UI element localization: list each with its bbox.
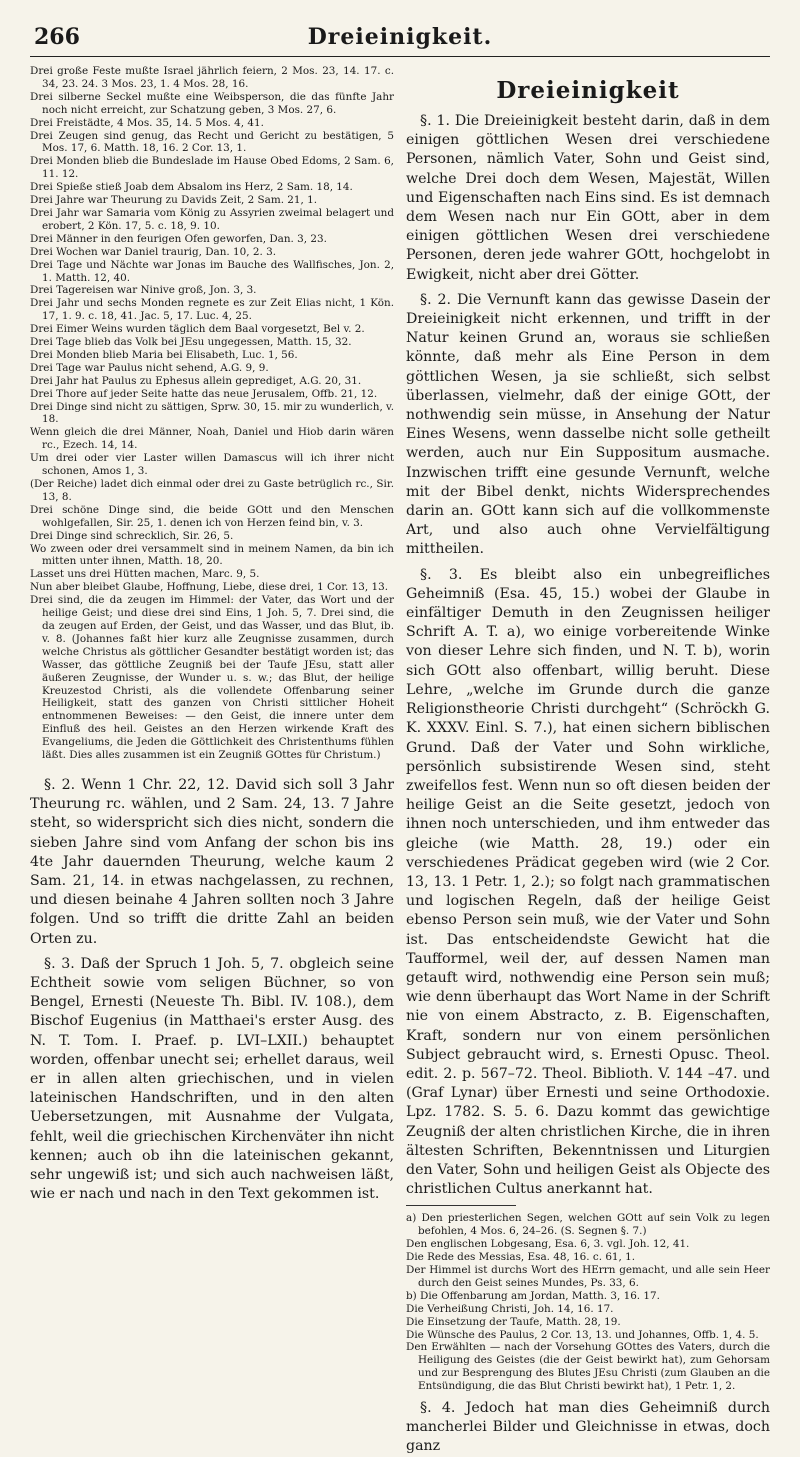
footnote: Die Rede des Messias, Esa. 48, 16. c. 61, 1. xyxy=(406,1251,636,1264)
list-item: Lasset uns drei Hütten machen, Marc. 9, 5. xyxy=(30,568,260,581)
list-item: Drei Jahr und sechs Monden regnete es zur Zeit Elias nicht, 1 Kön. 17, 1. 9. c. 18, 41. Jac. 5, 17. Luc. 4, 25. xyxy=(30,297,394,323)
footnote: Der Himmel ist durchs Wort des HErrn gemacht, und alle sein Heer durch den Geist seines Mundes, Ps. 33, 6. xyxy=(406,1264,770,1289)
list-item: Drei sind, die da zeugen im Himmel: der Vater, das Wort und der heilige Geist; und diese drei sind Eins, 1 Joh. 5, 7. Drei sind, die da zeugen auf Erden, der Geist, und das Wasser, und das Blut, ib. v. 8. (Johannes faßt hier kurz alle Zeugnisse zusammen, durch welche Christus als göttlicher Gesandter bestätigt worden ist; das Wasser, das göttliche Zeugniß bei der Taufe JEsu, statt aller äußeren Zeugnisse, der Wunder u. s. w.; das Blut, der heilige Kreuzestod Christi, als die vollendete Offenbarung seiner Heiligkeit, statt des ganzen von Christi sittlicher Hoheit entnommenen Beweises: — den Geist, die innere unter dem Einfluß des heil. Geistes an den Herzen wirkende Kraft des Evangeliums, die Jeden die Göttlichkeit des Christenthums fühlen läßt. Dies alles zusammen ist ein Zeugniß GOttes für Christum.) xyxy=(30,594,394,762)
list-item: Drei Eimer Weins wurden täglich dem Baal vorgesetzt, Bel v. 2. xyxy=(30,323,365,336)
left-column xyxy=(30,65,394,1457)
list-item: Drei Tage blieb das Volk bei JEsu ungegessen, Matth. 15, 32. xyxy=(30,336,352,349)
footnote: Die Einsetzung der Taufe, Matth. 28, 19. xyxy=(406,1315,621,1328)
footnote: Den englischen Lobgesang, Esa. 6, 3. vgl. Joh. 12, 41. xyxy=(406,1238,690,1251)
section-title: Dreieinigkeit xyxy=(496,77,680,104)
page-header xyxy=(30,22,770,57)
paragraph-right-4: §. 4. Jedoch hat man dies Geheimniß durch mancherlei Bilder und Gleichnisse in etwas, doch ganz xyxy=(406,1400,770,1455)
list-item: Drei silberne Seckel mußte eine Weibsperson, die das fünfte Jahr noch nicht erreicht, zur Schatzung geben, 3 Mos. 27, 6. xyxy=(30,90,394,116)
list-item: Drei Jahre war Theurung zu Davids Zeit, 2 Sam. 21, 1. xyxy=(30,194,318,207)
list-item: Drei Dinge sind nicht zu sättigen, Sprw. 30, 15. mir zu wunderlich, v. 18. xyxy=(30,400,394,426)
footnote: b) Die Offenbarung am Jordan, Matth. 3, 16. 17. xyxy=(406,1289,660,1302)
spacer xyxy=(30,762,394,770)
list-item: Drei Tagereisen war Ninive groß, Jon. 3, 3. xyxy=(30,284,257,297)
two-column-body xyxy=(30,65,770,1457)
paragraph-right-1: §. 1. Die Dreieinigkeit besteht darin, daß in dem einigen göttlichen Wesen drei verschiedene Personen, nämlich Vater, Sohn und Geist sind, welche Drei doch dem Wesen, Majestät, Willen und Eigenschaften nach Eins sind. Es ist demnach dem Wesen nach nur Ein GOtt, aber in dem einigen göttlichen Wesen drei verschiedene Personen, deren jede wahrer GOtt, hochgelobt in Ewigkeit, nicht aber drei Götter. xyxy=(406,113,770,283)
paragraph-left-3: §. 3. Daß der Spruch 1 Joh. 5, 7. obgleich seine Echtheit sowie vom seligen Büchner, so von Bengel, Ernesti (Neueste Th. Bibl. IV. 108.), dem Bischof Eugenius (in Matthaei's erster Ausg. des N. T. Tom. I. Praef. p. LVI–LXII.) behauptet worden, offenbar unecht sei; erhellet daraus, weil er in allen alten griechischen, und in vielen lateinischen Handschriften, und in den alten Uebersetzungen, mit Ausnahme der Vulgata, fehlt, weil die griechischen Kirchenväter ihn nicht kennen; auch ob ihn die lateinischen gekannt, sehr ungewiß ist; und sich auch nachweisen läßt, wie er nach und nach in den Text gekommen ist. xyxy=(30,955,394,1203)
list-item: Drei große Feste mußte Israel jährlich feiern, 2 Mos. 23, 14. 17. c. 34, 23. 24. 3 Mos. 23, 1. 4 Mos. 28, 16. xyxy=(30,65,394,90)
list-item: Nun aber bleibet Glaube, Hoffnung, Liebe, diese drei, 1 Cor. 13, 13. xyxy=(30,581,389,594)
list-item: Drei Freistädte, 4 Mos. 35, 14. 5 Mos. 4, 41. xyxy=(30,116,264,129)
list-item: Drei Männer in den feurigen Ofen geworfen, Dan. 3, 23. xyxy=(30,232,327,245)
right-column xyxy=(406,65,770,1457)
list-item: Wenn gleich die drei Männer, Noah, Daniel und Hiob darin wären rc., Ezech. 14, 14. xyxy=(30,426,394,452)
list-item: Drei Tage und Nächte war Jonas im Bauche des Wallfisches, Jon. 2, 1. Matth. 12, 40. xyxy=(30,258,394,284)
list-item: Um drei oder vier Laster willen Damascus will ich ihrer nicht schonen, Amos 1, 3. xyxy=(30,452,394,478)
list-item: Drei Monden blieb die Bundeslade im Hause Obed Edoms, 2 Sam. 6, 11. 12. xyxy=(30,155,394,181)
list-item: Drei Monden blieb Maria bei Elisabeth, Luc. 1, 56. xyxy=(30,348,298,361)
list-item: Drei Thore auf jeder Seite hatte das neue Jerusalem, Offb. 21, 12. xyxy=(30,387,378,400)
list-item: Drei Jahr hat Paulus zu Ephesus allein geprediget, A.G. 20, 31. xyxy=(30,374,362,387)
footnote: a) Den priesterlichen Segen, welchen GOtt auf sein Volk zu legen befohlen, 4 Mos. 6, 24–26. (S. Segnen §. 7.) xyxy=(406,1212,770,1238)
footnote: Die Wünsche des Paulus, 2 Cor. 13, 13. und Johannes, Offb. 1, 4. 5. xyxy=(406,1328,759,1341)
paragraph-right-3: §. 3. Es bleibt also ein unbegreifliches Geheimniß (Esa. 45, 15.) wobei der Glaube in einfältiger Demuth in den Zeugnissen heiliger Schrift A. T. a), wo einige vorbereitende Winke von dieser Lehre sich finden, und N. T. b), worin sich GOtt also offenbart, willig beruht. Diese Lehre, „welche im Grunde durch die ganze Religionstheorie Christi durchgeht“ (Schröckh G. K. XXXV. Einl. S. 7.), hat einen sichern biblischen Grund. Daß der Vater und Sohn wirkliche, persönlich subsistirende Wesen sind, steht zweifellos fest. Wenn nun so oft diesen beiden der heilige Geist an die Seite gesetzt, jedoch von ihnen noch unterschieden, und ihm entweder das gleiche (wie Matth. 28, 19.) oder ein verschiedenes Prädicat gegeben wird (wie 2 Cor. 13, 13. 1 Petr. 1, 2.); so folgt nach grammatischen und logischen Regeln, daß der heilige Geist ebenso Person sein muß, wie der Vater und Sohn ist. Das entscheidendste Gewicht hat die Taufformel, weil der, auf dessen Namen man getauft wird, nothwendig eine Person sein muß; wie denn überhaupt das Wort Name in der Schrift nie von einem Abstracto, z. B. Eigenschaften, Kraft, sondern nur von einem persönlichen Subject gebraucht wird, s. Ernesti Opusc. Theol. edit. 2. p. 567–72. Theol. Biblioth. V. 144 –47. und (Graf Lynar) über Ernesti und seine Orthodoxie. Lpz. 1782. S. 5. 6. Dazu kommt das gewichtige Zeugniß der alten christlichen Kirche, die in ihren ältesten Schriften, Bekenntnissen und Liturgien den Vater, Sohn und heiligen Geist als Objecte des christlichen Cultus anerkannt hat. xyxy=(406,566,770,1198)
list-item: Wo zween oder drei versammelt sind in meinem Namen, da bin ich mitten unter ihnen, Matth. 18, 20. xyxy=(30,542,394,568)
list-item: Drei schöne Dinge sind, die beide GOtt und den Menschen wohlgefallen, Sir. 25, 1. denen ich von Herzen feind bin, v. 3. xyxy=(30,503,394,529)
list-item: Drei Tage war Paulus nicht sehend, A.G. 9, 9. xyxy=(30,361,269,374)
list-item: (Der Reiche) ladet dich einmal oder drei zu Gaste betrüglich rc., Sir. 13, 8. xyxy=(30,478,394,503)
footnote: Den Erwählten — nach der Vorsehung GOttes des Vaters, durch die Heiligung des Geistes (die der Geist bewirkt hat), zum Gehorsam und zur Besprengung des Blutes JEsu Christi (zum Glauben an die Entsündigung, die das Blut Christi bewirkt hat), 1 Petr. 1, 2. xyxy=(406,1341,770,1393)
page-number: 266 xyxy=(34,24,80,50)
list-item: Drei Dinge sind schrecklich, Sir. 26, 5. xyxy=(30,529,234,542)
list-item: Drei Zeugen sind genug, das Recht und Gericht zu bestätigen, 5 Mos. 17, 6. Matth. 18, 16. 2 Cor. 13, 1. xyxy=(30,129,394,155)
list-item: Drei Wochen war Daniel traurig, Dan. 10, 2. 3. xyxy=(30,245,276,258)
divider xyxy=(406,1205,516,1206)
paragraph-right-2: §. 2. Die Vernunft kann das gewisse Dasein der Dreieinigkeit nicht erkennen, und trifft in der Natur keinen Grund an, woraus sie schließen könnte, daß mehr als Eine Person in dem göttlichen Wesen, ja sie schließt, sich selbst überlassen, vielmehr, daß der einige GOtt, der nothwendig sein müsse, in Ansehung der Natur Eines Wesens, wenn dasselbe nicht solle getheilt werden, auch nur Ein Suppositum ausmache. Inzwischen trifft eine gesunde Vernunft, welche mit der Bibel denkt, nichts Widersprechendes darin an. GOtt kann sich auf die vollkommenste Art, und also auch ohne Vervielfältigung mittheilen. xyxy=(406,291,770,558)
list-item: Drei Jahr war Samaria vom König zu Assyrien zweimal belagert und erobert, 2 Kön. 17, 5. c. 18, 9. 10. xyxy=(30,206,394,232)
running-title: Dreieinigkeit. xyxy=(307,24,493,50)
list-item: Drei Spieße stieß Joab dem Absalom ins Herz, 2 Sam. 18, 14. xyxy=(30,181,353,194)
footnote: Die Verheißung Christi, Joh. 14, 16. 17. xyxy=(406,1302,614,1315)
paragraph-left-2: §. 2. Wenn 1 Chr. 22, 12. David sich soll 3 Jahr Theurung rc. wählen, und 2 Sam. 24, 13. 7 Jahre steht, so widerspricht sich dies nicht, sondern die sieben Jahre sind vom Anfang der schon bis ins 4te Jahr dauernden Theurung, welche kaum 2 Sam. 21, 14. in etwas nachgelassen, zu rechnen, und diesen beinahe 4 Jahren sollten noch 3 Jahre folgen. Und so trifft die dritte Zahl an beiden Orten zu. xyxy=(30,776,394,947)
